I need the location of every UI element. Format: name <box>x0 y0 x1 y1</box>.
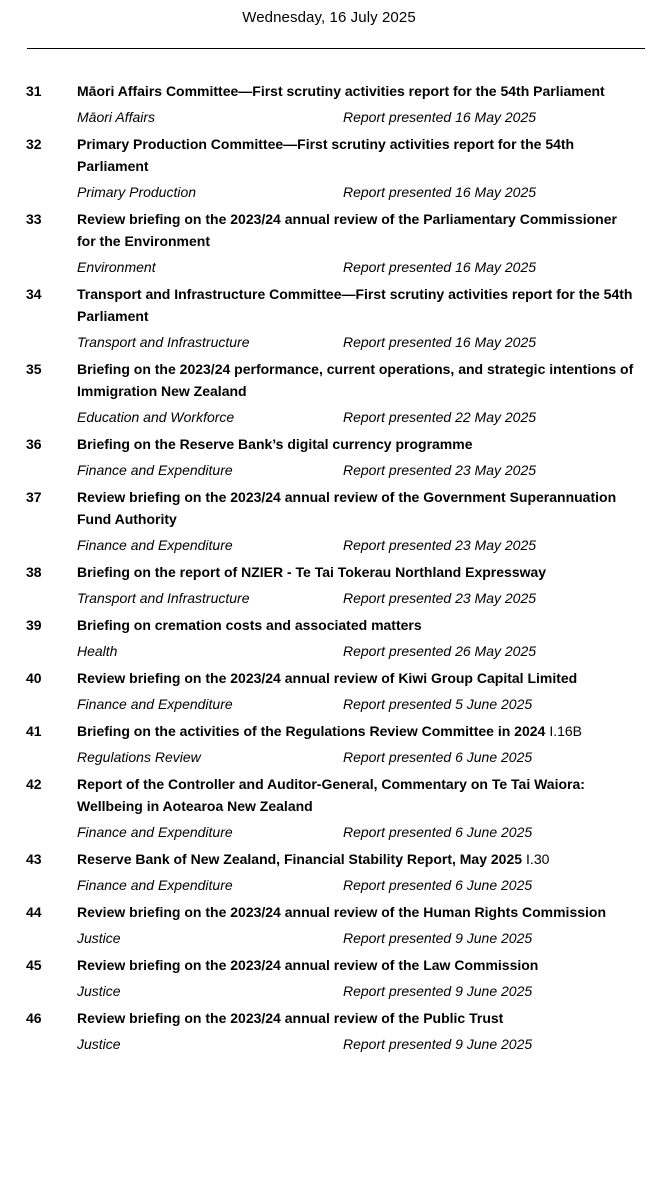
report-entry <box>0 133 658 203</box>
entry-committee: Health <box>77 643 118 659</box>
entry-title: Review briefing on the 2023/24 annual review of Kiwi Group Capital Limited <box>77 670 578 686</box>
entry-number: 31 <box>26 83 42 99</box>
entry-number: 46 <box>26 1010 42 1026</box>
report-entry <box>0 954 658 1002</box>
entry-meta <box>77 746 637 768</box>
entry-body <box>77 80 637 128</box>
entry-committee: Finance and Expenditure <box>77 877 233 893</box>
entry-meta <box>77 331 637 353</box>
entry-title-line <box>77 614 637 636</box>
entry-meta <box>77 927 637 949</box>
report-entry <box>0 283 658 353</box>
entry-title: Briefing on the Reserve Bank’s digital currency programme <box>77 436 473 452</box>
page-date: Wednesday, 16 July 2025 <box>242 9 416 26</box>
entry-title-line <box>77 486 637 530</box>
entry-committee: Finance and Expenditure <box>77 462 233 478</box>
entry-body <box>77 720 637 768</box>
entry-meta <box>77 693 637 715</box>
entry-committee: Finance and Expenditure <box>77 824 233 840</box>
entry-presented-date: Report presented 6 June 2025 <box>343 824 533 840</box>
entry-body <box>77 561 637 609</box>
entry-body <box>77 614 637 662</box>
entry-title: Review briefing on the 2023/24 annual review of the Parliamentary Commissioner for the Environment <box>77 211 617 249</box>
report-entry <box>0 80 658 128</box>
entry-body <box>77 208 637 278</box>
entry-title-line <box>77 1007 637 1029</box>
entry-number: 33 <box>26 211 42 227</box>
entry-committee: Education and Workforce <box>77 409 235 425</box>
entry-body <box>77 667 637 715</box>
entry-presented-date: Report presented 26 May 2025 <box>343 643 537 659</box>
entry-number: 42 <box>26 776 42 792</box>
entry-number: 32 <box>26 136 42 152</box>
entry-title: Review briefing on the 2023/24 annual review of the Public Trust <box>77 1010 504 1026</box>
entry-title: Primary Production Committee—First scrutiny activities report for the 54th Parliament <box>77 136 575 174</box>
entry-number: 38 <box>26 564 42 580</box>
entry-committee: Justice <box>77 1036 121 1052</box>
report-entry <box>0 667 658 715</box>
entry-presented-date: Report presented 6 June 2025 <box>343 749 533 765</box>
entry-committee: Transport and Infrastructure <box>77 590 250 606</box>
entry-title: Review briefing on the 2023/24 annual review of the Government Superannuation Fund Authority <box>77 489 617 527</box>
entry-number: 39 <box>26 617 42 633</box>
entry-number: 40 <box>26 670 42 686</box>
entry-body <box>77 133 637 203</box>
entry-presented-date: Report presented 16 May 2025 <box>343 184 537 200</box>
entry-committee: Environment <box>77 259 156 275</box>
entry-number: 35 <box>26 361 42 377</box>
entry-presented-date: Report presented 22 May 2025 <box>343 409 537 425</box>
entry-title-line <box>77 80 637 102</box>
entry-number: 44 <box>26 904 42 920</box>
entry-body <box>77 954 637 1002</box>
header-divider <box>27 48 645 49</box>
entry-number: 34 <box>26 286 42 302</box>
entry-committee: Finance and Expenditure <box>77 696 233 712</box>
entry-meta <box>77 459 637 481</box>
entry-presented-date: Report presented 16 May 2025 <box>343 259 537 275</box>
entry-presented-date: Report presented 23 May 2025 <box>343 462 537 478</box>
entry-number: 37 <box>26 489 42 505</box>
entry-committee: Regulations Review <box>77 749 201 765</box>
report-list <box>0 80 658 1060</box>
entry-committee: Māori Affairs <box>77 109 156 125</box>
entry-number: 45 <box>26 957 42 973</box>
entry-meta <box>77 821 637 843</box>
entry-committee: Finance and Expenditure <box>77 537 233 553</box>
entry-title: Review briefing on the 2023/24 annual review of the Law Commission <box>77 957 539 973</box>
report-entry <box>0 1007 658 1055</box>
entry-presented-date: Report presented 9 June 2025 <box>343 930 533 946</box>
entry-meta <box>77 587 637 609</box>
entry-title-line <box>77 358 637 402</box>
entry-presented-date: Report presented 16 May 2025 <box>343 109 537 125</box>
entry-meta <box>77 1033 637 1055</box>
entry-number: 36 <box>26 436 42 452</box>
entry-body <box>77 283 637 353</box>
entry-paper-reference: I.30 <box>526 851 550 867</box>
entry-title-line <box>77 433 637 455</box>
entry-body <box>77 433 637 481</box>
entry-title-line <box>77 720 637 742</box>
entry-title: Report of the Controller and Auditor-General, Commentary on Te Tai Waiora: Wellbeing in Aotearoa New Zealand <box>77 776 585 814</box>
report-entry <box>0 208 658 278</box>
report-entry <box>0 486 658 556</box>
entry-meta <box>77 980 637 1002</box>
entry-body <box>77 358 637 428</box>
entry-title-line <box>77 133 637 177</box>
report-entry <box>0 901 658 949</box>
entry-title-line <box>77 901 637 923</box>
entry-presented-date: Report presented 9 June 2025 <box>343 1036 533 1052</box>
entry-meta <box>77 874 637 896</box>
entry-title-line <box>77 667 637 689</box>
entry-title: Briefing on the activities of the Regulations Review Committee in 2024 <box>77 723 546 739</box>
entry-number: 43 <box>26 851 42 867</box>
entry-body <box>77 901 637 949</box>
entry-title-line <box>77 848 637 870</box>
entry-presented-date: Report presented 9 June 2025 <box>343 983 533 999</box>
entry-meta <box>77 181 637 203</box>
report-entry <box>0 614 658 662</box>
report-entry <box>0 358 658 428</box>
report-entry <box>0 720 658 768</box>
entry-meta <box>77 640 637 662</box>
entry-body <box>77 1007 637 1055</box>
entry-presented-date: Report presented 6 June 2025 <box>343 877 533 893</box>
entry-paper-reference: I.16B <box>549 723 583 739</box>
entry-presented-date: Report presented 23 May 2025 <box>343 590 537 606</box>
entry-title-line <box>77 954 637 976</box>
entry-presented-date: Report presented 16 May 2025 <box>343 334 537 350</box>
entry-body <box>77 773 637 843</box>
entry-title: Review briefing on the 2023/24 annual review of the Human Rights Commission <box>77 904 607 920</box>
report-entry <box>0 561 658 609</box>
entry-title: Briefing on the 2023/24 performance, current operations, and strategic intentions of Immigration New Zealand <box>77 361 634 399</box>
entry-presented-date: Report presented 23 May 2025 <box>343 537 537 553</box>
entry-committee: Transport and Infrastructure <box>77 334 250 350</box>
entry-title: Reserve Bank of New Zealand, Financial Stability Report, May 2025 <box>77 851 523 867</box>
entry-body <box>77 848 637 896</box>
entry-presented-date: Report presented 5 June 2025 <box>343 696 533 712</box>
entry-title-line <box>77 283 637 327</box>
entry-title-line <box>77 561 637 583</box>
entry-title: Briefing on the report of NZIER - Te Tai Tokerau Northland Expressway <box>77 564 547 580</box>
entry-title-line <box>77 773 637 817</box>
entry-meta <box>77 256 637 278</box>
entry-title: Briefing on cremation costs and associated matters <box>77 617 422 633</box>
report-entry <box>0 773 658 843</box>
entry-committee: Primary Production <box>77 184 197 200</box>
entry-committee: Justice <box>77 930 121 946</box>
entry-meta <box>77 106 637 128</box>
entry-title: Māori Affairs Committee—First scrutiny activities report for the 54th Parliament <box>77 83 605 99</box>
entry-title: Transport and Infrastructure Committee—First scrutiny activities report for the 54th Parliament <box>77 286 633 324</box>
entry-meta <box>77 406 637 428</box>
entry-committee: Justice <box>77 983 121 999</box>
report-entry <box>0 848 658 896</box>
entry-title-line <box>77 208 637 252</box>
entry-number: 41 <box>26 723 42 739</box>
entry-meta <box>77 534 637 556</box>
report-entry <box>0 433 658 481</box>
entry-body <box>77 486 637 556</box>
